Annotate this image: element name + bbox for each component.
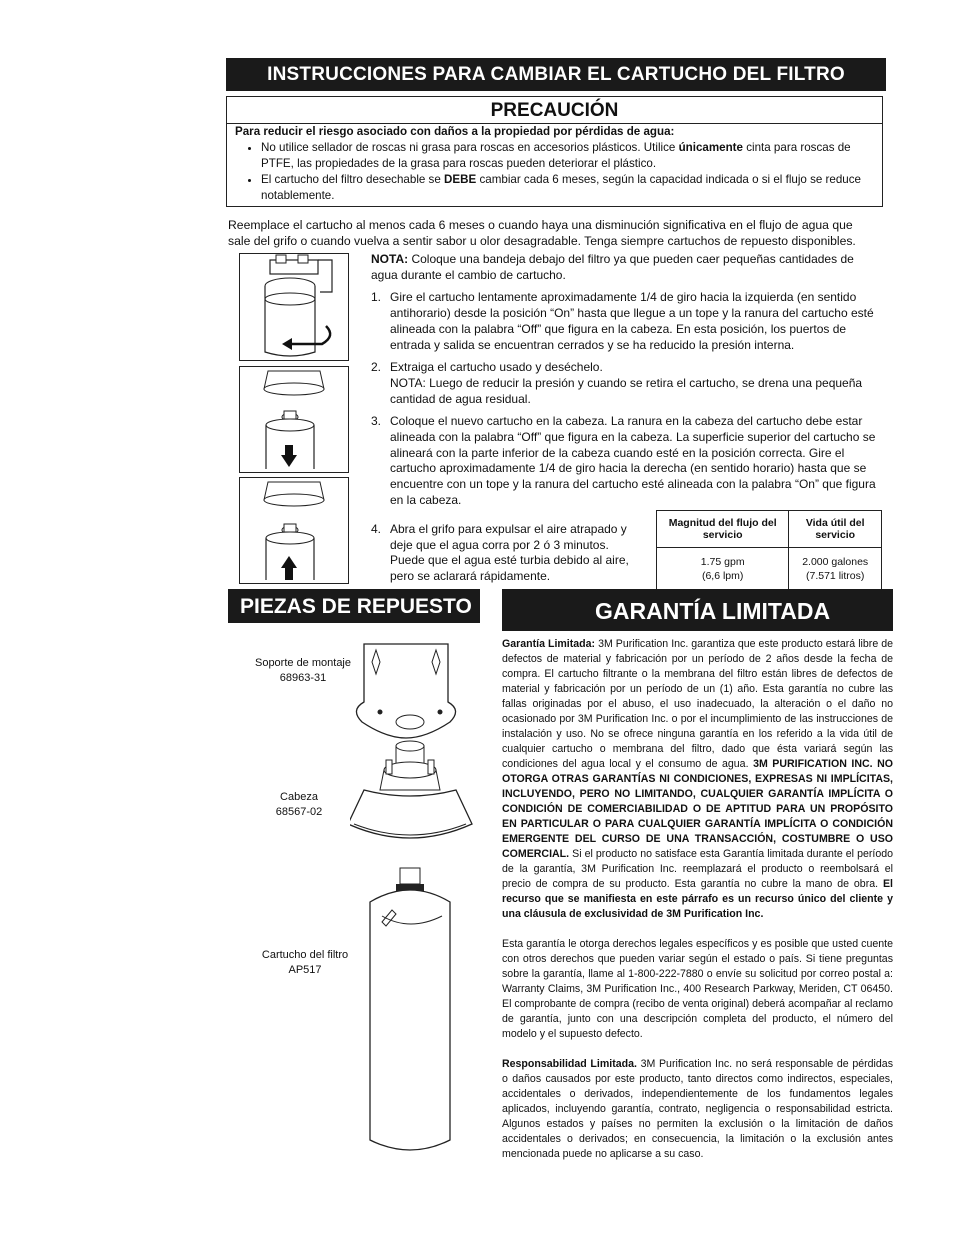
bracket-drawing: [356, 644, 455, 738]
main-title-banner: INSTRUCCIONES PARA CAMBIAR EL CARTUCHO DEL FILTRO: [226, 58, 886, 91]
service-table: [656, 510, 882, 591]
step-4: 4. Abra el grifo para expulsar el aire atrapado y deje que el agua corra por 2 ó 3 minutos. Puede que el agua esté turbia debido al aire, pero se aclarará rápidamente.: [371, 522, 629, 584]
head-drawing: [350, 741, 472, 838]
step1-illustration: [239, 253, 349, 361]
parts-illustration: [350, 640, 490, 1160]
caution-box: [226, 96, 883, 207]
step2-illustration: [239, 366, 349, 473]
note: NOTA: Coloque una bandeja debajo del filtro ya que pueden caer pequeñas cantidades de agua durante el cambio de cartucho.: [371, 252, 854, 282]
cartridge-drawing: [370, 868, 450, 1150]
caution-body: [235, 124, 872, 204]
caution-bullet-2: • El cartucho del filtro desechable se DEBE cambiar cada 6 meses, según la capacidad indicada o si el flujo se reduce notablemente.: [261, 172, 872, 204]
head-label: Cabeza 68567-02: [275, 791, 323, 818]
warranty-title-banner: GARANTÍA LIMITADA: [502, 589, 893, 631]
warranty-paragraph-3: Responsabilidad Limitada. 3M Purification Inc. no será responsable de pérdidas o daños causados por este producto, tanto directos como indirectos, especiales, accidentales o derivados, independientemente de los fundamentos legales aplicados, incluyendo garantía, contrato, negligencia o responsabilidad estricta. Algunos estados y países no permiten la exclusión o la limitación de daños accidentales o derivados; en consecuencia, la limitación o la exclusión antes mencionada puede no aplicarse a su caso.: [502, 1058, 893, 1160]
table-cell-life: 2.000 galones (7.571 litros): [789, 548, 882, 591]
table-cell-flow: 1.75 gpm (6,6 lpm): [657, 548, 789, 591]
steps-text: [371, 252, 879, 516]
table-header-flow: Magnitud del flujo del servicio: [657, 511, 789, 548]
parts-title-banner: PIEZAS DE REPUESTO: [228, 589, 480, 623]
step3-illustration: [239, 477, 349, 584]
step-1: 1. Gire el cartucho lentamente aproximadamente 1/4 de giro hacia la izquierda (en sentido antihorario) desde la posición “On” hasta que llegue a un tope y la ranura del cartucho esté alineada con la palabra “Off” que figura en la cabeza. En esta posición, los puertos de entrada y salida se encuentran cerrados y se ha reducido la presión interna.: [371, 290, 874, 352]
caution-bullet-1: • No utilice sellador de roscas ni grasa para roscas en accesorios plásticos. Utilice únicamente cinta para roscas de PTFE, las propiedades de la grasa para roscas pueden deteriorar el plástico.: [261, 140, 872, 172]
step-2: 2. Extraiga el cartucho usado y deséchelo. NOTA: Luego de reducir la presión y cuando se retira el cartucho, se drena una pequeña cantidad de agua residual.: [371, 360, 863, 406]
caution-title: PRECAUCIÓN: [227, 97, 882, 124]
table-header-life: Vida útil del servicio: [789, 511, 882, 548]
step-3: 3. Coloque el nuevo cartucho en la cabeza. La ranura en la cabeza del cartucho debe estar alineada con la palabra “Off” que figura en la cabeza. La superficie superior del cartucho se alineará con la parte inferior de la cabeza cuando esté en la posición correcta. Gire el cartucho aproximadamente 1/4 de giro hacia la derecha (en sentido horario) hasta que se encuentre con un tope y la ranura del cartucho esté alineada con la palabra “On” que figura en la cabeza.: [371, 414, 876, 507]
caution-lead: Para reducir el riesgo asociado con daños a la propiedad por pérdidas de agua:: [235, 125, 675, 138]
warranty-text: [502, 637, 893, 1177]
bracket-label: Soporte de montaje 68963-31: [254, 657, 351, 684]
cartridge-label: Cartucho del filtro AP517: [261, 949, 349, 976]
warranty-paragraph-1: Garantía Limitada: 3M Purification Inc. garantiza que este producto estará libre de defectos de material y fabricación por un período de 2 años desde la fecha de compra. El cartucho filtrante o la membrana del filtro están libres de defectos de material y fabricación por un período de un (1) año. Esta garantía no cubre las fallas originadas por el abuso, el uso inadecuado, la alteración o el daño no ocasionado por 3M Purification Inc. o por el incumplimiento de las instrucciones de instalación y uso. No se ofrece ninguna garantía en los referido a la vida útil de cualquier cartucho o membrana del filtro, dado que ésta variará según las condiciones del agua local y el consumo de agua. 3M PURIFICATION INC. NO OTORGA OTRAS GARANTÍAS NI CONDICIONES, EXPRESAS NI IMPLÍCITAS, INCLUYENDO, PERO NO LIMITANDO, CUALQUIER GARANTÍA IMPLÍCITA O CONDICIÓN DE COMERCIABILIDAD O DE APTITUD PARA UN PROPÓSITO EN PARTICULAR O PARA CUALQUIER GARANTÍA IMPLÍCITA O CONDICIÓN EMERGENTE DEL CURSO DE UNA TRANSACCIÓN, COSTUMBRE O USO COMERCIAL. Si el producto no satisface esta Garantía limitada durante el período de la garantía, 3M Purification Inc. reemplazará el producto o reembolsará el precio de compra de su producto. Esta garantía no cubre la mano de obra. El recurso que se manifiesta en este párrafo es un recurso único del cliente y una cláusula de exclusividad de 3M Purification Inc.: [502, 638, 893, 920]
intro-paragraph: Reemplace el cartucho al menos cada 6 meses o cuando haya una disminución significativa en el flujo de agua que sale del grifo o cuando vuelva a sentir sabor u olor desagradable. Tenga siempre cartuchos de repuesto disponibles.: [228, 218, 856, 248]
warranty-paragraph-2: Esta garantía le otorga derechos legales específicos y es posible que usted cuente con otros derechos que pueden variar según el estado o país. Si tiene preguntas sobre la garantía, llame al 1-800-222-7880 o envíe su solicitud por correo postal a: Warranty Claims, 3M Purification Inc., 400 Research Parkway, Meriden, CT 06450. El comprobante de compra (recibo de venta original) deberá acompañar al reclamo de garantía, junto con una descripción completa del producto, el número del modelo y el supuesto defecto.: [502, 938, 893, 1040]
